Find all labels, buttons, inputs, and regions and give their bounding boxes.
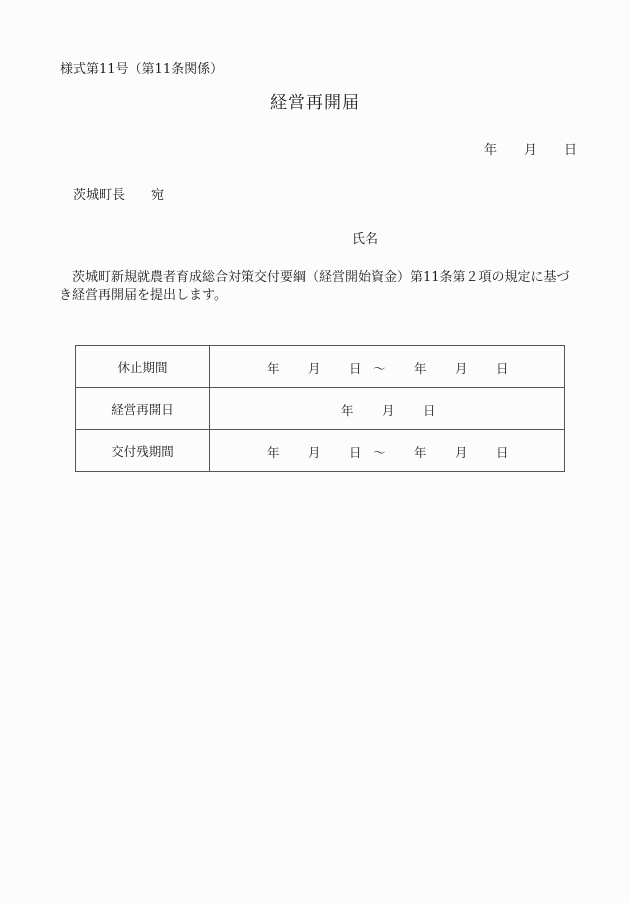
remaining-grant-period-value[interactable] bbox=[210, 430, 565, 472]
document-title: 経営再開届 bbox=[270, 93, 360, 113]
date-day-label: 日 bbox=[564, 143, 578, 158]
to-month: 月 bbox=[455, 444, 468, 460]
from-day: 日 bbox=[349, 444, 362, 460]
addressee-suffix: 宛 bbox=[151, 188, 165, 203]
row-label: 経営再開日 bbox=[76, 388, 210, 430]
date-year: 年 bbox=[341, 402, 354, 418]
body-line-1: 茨城町新規就農者育成総合対策交付要綱（経営開始資金）第11条第２項の規定に基づ bbox=[72, 270, 570, 285]
table-row-suspension-period bbox=[76, 346, 565, 388]
row-label: 交付残期間 bbox=[76, 430, 210, 472]
row-label: 休止期間 bbox=[76, 346, 210, 388]
to-year: 年 bbox=[414, 360, 427, 376]
from-month: 月 bbox=[308, 444, 321, 460]
body-paragraph bbox=[59, 269, 581, 305]
from-year: 年 bbox=[267, 360, 280, 376]
form-number: 様式第11号（第11条関係） bbox=[60, 62, 224, 77]
table-row-resumption-date bbox=[76, 388, 565, 430]
suspension-period-value[interactable] bbox=[210, 346, 565, 388]
submission-date bbox=[484, 139, 577, 158]
date-year-label: 年 bbox=[484, 143, 498, 158]
applicant-name-label: 氏名 bbox=[352, 232, 379, 247]
from-month: 月 bbox=[308, 360, 321, 376]
body-line-2: き経営再開届を提出します。 bbox=[59, 288, 227, 303]
range-separator: 〜 bbox=[373, 360, 386, 376]
info-table bbox=[75, 345, 565, 472]
date-month: 月 bbox=[382, 402, 395, 418]
from-year: 年 bbox=[267, 444, 280, 460]
from-day: 日 bbox=[349, 360, 362, 376]
addressee-name: 茨城町長 bbox=[73, 188, 126, 203]
date-day: 日 bbox=[423, 402, 436, 418]
to-day: 日 bbox=[496, 360, 509, 376]
date-month-label: 月 bbox=[524, 143, 538, 158]
to-year: 年 bbox=[414, 444, 427, 460]
to-day: 日 bbox=[496, 444, 509, 460]
resumption-date-value[interactable] bbox=[210, 388, 565, 430]
table-row-remaining-grant-period bbox=[76, 430, 565, 472]
range-separator: 〜 bbox=[373, 444, 386, 460]
to-month: 月 bbox=[455, 360, 468, 376]
addressee bbox=[73, 184, 164, 203]
